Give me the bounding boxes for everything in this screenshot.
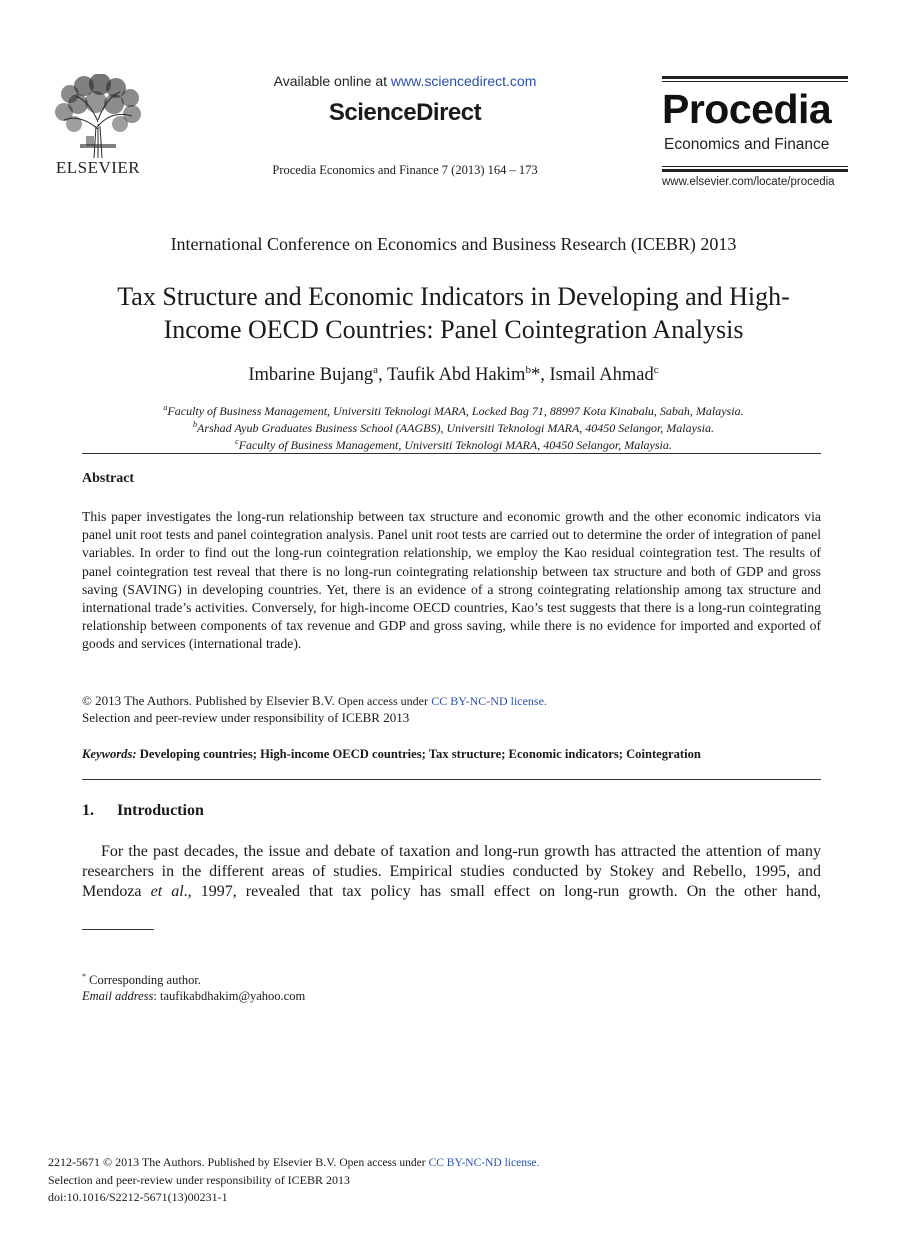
procedia-brand: Procedia	[662, 86, 832, 132]
footer-issn-line	[48, 1154, 808, 1172]
procedia-rule-bottom-thin	[662, 166, 848, 167]
affiliation	[40, 420, 867, 436]
email-label: Email address	[82, 989, 154, 1004]
conference-name: International Conference on Economics and Business Research (ICEBR) 2013	[170, 234, 737, 254]
affiliation-text: Arshad Ayub Graduates Business School (AAGBS), Universiti Teknologi MARA, 40450 Selangor, Malaysia.	[197, 421, 714, 435]
copyright-text: © 2013 The Authors. Published by Elsevier B.V.	[82, 693, 335, 708]
footnote-rule	[82, 929, 154, 930]
procedia-url[interactable]: www.elsevier.com/locate/procedia	[662, 176, 835, 188]
affiliation-text: Faculty of Business Management, Universiti Teknologi MARA, 40450 Selangor, Malaysia.	[238, 438, 672, 452]
author-list	[40, 364, 867, 386]
footer-review-line: Selection and peer-review under responsibility of ICEBR 2013	[48, 1173, 351, 1187]
footer-copyright: 2212-5671 © 2013 The Authors. Published by Elsevier B.V.	[48, 1155, 337, 1169]
elsevier-tree-icon	[50, 74, 146, 158]
section-heading	[82, 802, 204, 820]
peer-review-line: Selection and peer-review under responsibility of ICEBR 2013	[82, 709, 410, 725]
keywords-label: Keywords:	[82, 747, 137, 761]
footer-license-link[interactable]: CC BY-NC-ND license.	[428, 1157, 540, 1169]
procedia-rule-top	[662, 76, 848, 79]
affiliation	[40, 437, 867, 453]
author-separator: ,	[378, 365, 387, 386]
author-separator: *,	[530, 365, 550, 386]
procedia-subtitle: Economics and Finance	[664, 136, 830, 153]
intro-text-a: For the past decades, the issue and debate of taxation and long-run growth has attracted the attention of many researchers in the different areas of studies. Empirical studies conducted by Stokey and Rebello, 1995, and Mendoza	[82, 843, 821, 900]
title-line-1: Tax Structure and Economic Indicators in Developing and High-	[117, 282, 790, 311]
email-line	[82, 988, 682, 1004]
section-title: Introduction	[117, 802, 204, 819]
keywords-text: Developing countries; High-income OECD countries; Tax structure; Economic indicators; Cointegration	[139, 747, 701, 761]
author-name: Taufik Abd Hakim	[386, 365, 526, 386]
available-online	[230, 73, 580, 89]
abstract-text: This paper investigates the long-run relationship between tax structure and economic growth and the other economic indicators via panel unit root tests and panel cointegration analysis. Panel unit root tests are carried out to determine the order of integration of panel variables. In order to find out the long-run cointegration relationship, we employ the Kao residual cointegration test. The results of panel cointegration test reveal that there is no long-run cointegrating relationship between tax structure and both of GDP and gross saving (SAVING) in developing countries. Yet, there is an evidence of a strong cointegrating relationship among tax structure and international trade’s activities. Conversely, for high-income OECD countries, Kao’s test suggests that there is a long-run cointegrating relationship between components of tax revenue and GDP and gross saving, while there is no evidence for imported and exported of goods and services (international trade).	[82, 509, 821, 652]
copyright-block	[82, 693, 821, 726]
intro-text-b: ., 1997, revealed that tax policy has small effect on long-run growth. On the other hand,	[183, 883, 822, 900]
footnote-marker: *	[82, 972, 86, 981]
procedia-rule-bottom	[662, 169, 848, 172]
copyright-line	[82, 693, 821, 710]
author-name: Ismail Ahmad	[549, 365, 654, 386]
footer-open-access: Open access under	[339, 1157, 426, 1169]
footnote	[82, 969, 682, 1004]
affiliation	[40, 403, 867, 419]
intro-et-al: et al	[150, 883, 184, 900]
corresponding-author	[82, 969, 682, 988]
keywords	[82, 747, 821, 762]
author-name: Imbarine Bujang	[248, 365, 374, 386]
divider-bottom	[82, 779, 821, 780]
page-footer	[48, 1154, 808, 1206]
introduction-paragraph	[82, 842, 821, 902]
procedia-logo	[660, 76, 850, 196]
paper-title	[60, 280, 847, 346]
affiliation-marker: c	[235, 437, 239, 446]
elsevier-logo	[50, 74, 146, 180]
elsevier-wordmark: ELSEVIER	[55, 158, 141, 177]
affiliation-text: Faculty of Business Management, Universiti Teknologi MARA, Locked Bag 71, 88997 Kota Kinabalu, Sabah, Malaysia.	[167, 404, 744, 418]
divider-top	[82, 453, 821, 454]
section-number: 1.	[82, 802, 94, 819]
corresponding-text: Corresponding author.	[89, 973, 201, 988]
journal-reference: Procedia Economics and Finance 7 (2013) 164 – 173	[272, 163, 538, 177]
footer-doi[interactable]: doi:10.1016/S2212-5671(13)00231-1	[48, 1190, 228, 1204]
affiliation-marker: b	[193, 420, 198, 429]
affiliation-marker: a	[163, 403, 168, 412]
author-affiliation-marker: a	[373, 364, 379, 376]
author-affiliation-marker: b	[525, 364, 531, 376]
abstract-heading: Abstract	[82, 471, 135, 486]
author-affiliation-marker: c	[653, 364, 659, 376]
title-line-2: Income OECD Countries: Panel Cointegration Analysis	[163, 315, 744, 344]
available-prefix: Available online at	[273, 73, 387, 89]
email-address[interactable]: : taufikabdhakim@yahoo.com	[153, 989, 306, 1004]
license-link[interactable]: CC BY-NC-ND license.	[431, 694, 547, 708]
procedia-rule-top-thin	[662, 81, 848, 82]
open-access-label: Open access under	[338, 694, 429, 708]
sciencedirect-link[interactable]: www.sciencedirect.com	[390, 73, 537, 89]
sciencedirect-logo: ScienceDirect	[328, 99, 482, 126]
